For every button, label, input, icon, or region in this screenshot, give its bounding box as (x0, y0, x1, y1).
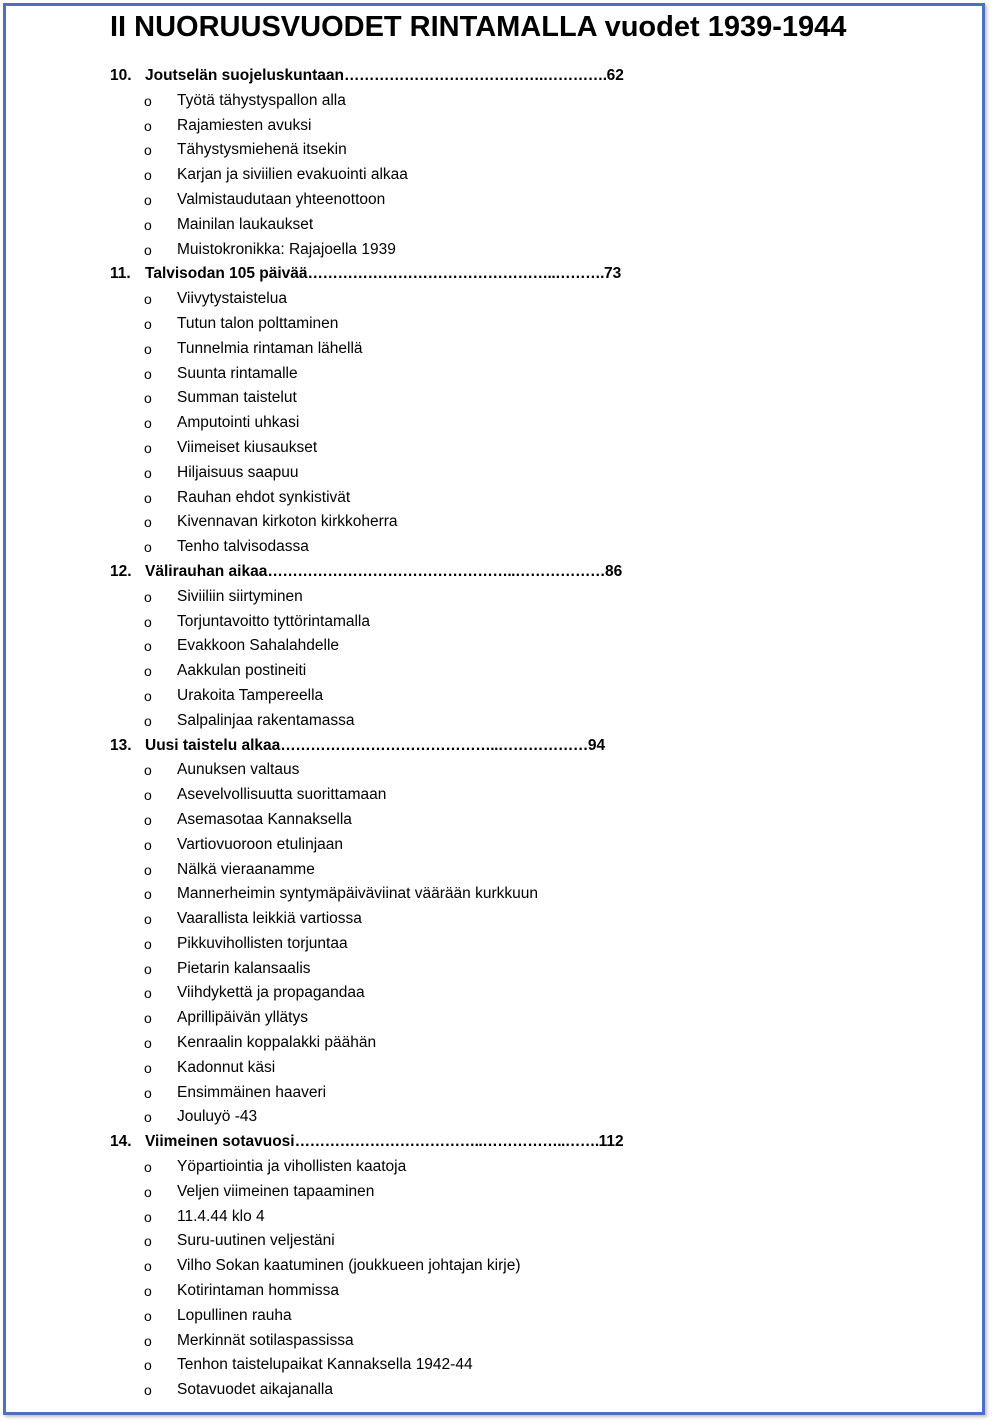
bullet-icon: o (144, 1357, 152, 1374)
bullet-icon: o (144, 836, 152, 853)
list-item (110, 1205, 670, 1230)
chapter-heading (110, 64, 670, 89)
chapter-heading (110, 560, 670, 585)
table-of-contents (110, 64, 670, 1403)
bullet-icon: o (144, 960, 152, 977)
bullet-icon: o (144, 1035, 152, 1052)
bullet-icon: o (144, 365, 152, 382)
bullet-icon: o (144, 638, 152, 655)
bullet-icon: o (144, 92, 152, 109)
bullet-icon: o (144, 1010, 152, 1027)
list-item-label: Vaarallista leikkiä vartiossa (177, 910, 362, 928)
page-number: 62 (606, 67, 624, 84)
chapter-number: 12. (110, 562, 132, 580)
list-item (110, 1229, 670, 1254)
bullet-icon: o (144, 390, 152, 407)
list-item-label: Nälkä vieraanamme (177, 860, 315, 878)
list-item (110, 1329, 670, 1354)
dot-leader: …………………………………………..………. (307, 265, 604, 283)
list-item (110, 783, 670, 808)
list-item-label: Suru-uutinen veljestäni (177, 1232, 335, 1250)
list-item (110, 758, 670, 783)
list-item (110, 1155, 670, 1180)
list-item-label: Asemasotaa Kannaksella (177, 810, 352, 828)
bullet-icon: o (144, 1332, 152, 1349)
bullet-icon: o (144, 315, 152, 332)
chapter-heading (110, 734, 670, 759)
list-item (110, 1056, 670, 1081)
list-item (110, 1180, 670, 1205)
list-item-label: Viimeiset kiusaukset (177, 438, 318, 456)
list-item-label: Asevelvollisuutta suorittamaan (177, 786, 387, 804)
part-title: II NUORUUSVUODET RINTAMALLA vuodet 1939-1944 (110, 11, 847, 43)
list-item-label: Yöpartiointia ja vihollisten kaatoja (177, 1158, 407, 1176)
list-item (110, 1081, 670, 1106)
list-item (110, 610, 670, 635)
list-item-label: Valmistaudutaan yhteenottoon (177, 190, 386, 208)
list-item-label: Tunnelmia rintaman lähellä (177, 339, 363, 357)
chapter-heading (110, 262, 670, 287)
chapter-number: 14. (110, 1133, 132, 1151)
list-item (110, 535, 670, 560)
bullet-icon: o (144, 687, 152, 704)
list-item-label: Aprillipäivän yllätys (177, 1009, 308, 1027)
list-item-label: Suunta rintamalle (177, 364, 298, 382)
list-item-label: Kadonnut käsi (177, 1058, 276, 1076)
bullet-icon: o (144, 489, 152, 506)
bullet-icon: o (144, 1283, 152, 1300)
list-item-label: Ensimmäinen haaveri (177, 1083, 327, 1101)
bullet-icon: o (144, 415, 152, 432)
list-item-label: Kotirintaman hommissa (177, 1282, 339, 1300)
bullet-icon: o (144, 142, 152, 159)
bullet-icon: o (144, 1109, 152, 1126)
page-number: 112 (598, 1133, 624, 1151)
list-item (110, 585, 670, 610)
list-item-label: Kivennavan kirkoton kirkkoherra (177, 513, 398, 531)
list-item-label: Veljen viimeinen tapaaminen (177, 1182, 375, 1200)
list-item (110, 461, 670, 486)
list-item (110, 510, 670, 535)
bullet-icon: o (144, 191, 152, 208)
bullet-icon: o (144, 1183, 152, 1200)
list-item-label: 11.4.44 klo 4 (177, 1207, 265, 1225)
list-item-label: Rajamiesten avuksi (177, 116, 312, 134)
bullet-icon: o (144, 861, 152, 878)
bullet-icon: o (144, 291, 152, 308)
list-item-label: Evakkoon Sahalahdelle (177, 637, 340, 655)
bullet-icon: o (144, 167, 152, 184)
list-item-label: Tutun talon polttaminen (177, 314, 339, 332)
chapter-number: 13. (110, 736, 132, 754)
list-item-label: Aunuksen valtaus (177, 761, 300, 779)
bullet-icon: o (144, 787, 152, 804)
list-item-label: Summan taistelut (177, 389, 297, 407)
list-item (110, 138, 670, 163)
list-item-label: Viihdykettä ja propagandaa (177, 984, 365, 1002)
bullet-icon: o (144, 1233, 152, 1250)
list-item (110, 1254, 670, 1279)
list-item-label: Rauhan ehdot synkistivät (177, 488, 351, 506)
list-item-label: Merkinnät sotilaspassissa (177, 1331, 354, 1349)
bullet-icon: o (144, 1208, 152, 1225)
bullet-icon: o (144, 1258, 152, 1275)
dot-leader: ……………………………………..……………… (280, 736, 588, 754)
list-item (110, 337, 670, 362)
bullet-icon: o (144, 613, 152, 630)
bullet-icon: o (144, 935, 152, 952)
list-item-label: Työtä tähystyspallon alla (177, 91, 346, 109)
list-item-label: Salpalinjaa rakentamassa (177, 711, 355, 729)
dot-leader: ………………………………….…………. (343, 67, 607, 84)
list-item (110, 1304, 670, 1329)
chapter-number: 11. (110, 265, 131, 283)
list-item-label: Tenho talvisodassa (177, 538, 309, 556)
bullet-icon: o (144, 216, 152, 233)
list-item (110, 981, 670, 1006)
list-item (110, 907, 670, 932)
list-item-label: Lopullinen rauha (177, 1306, 292, 1324)
list-item (110, 238, 670, 263)
bullet-icon: o (144, 340, 152, 357)
list-item (110, 312, 670, 337)
list-item-label: Kenraalin koppalakki päähän (177, 1034, 377, 1052)
list-item (110, 1279, 670, 1304)
bullet-icon: o (144, 663, 152, 680)
list-item (110, 411, 670, 436)
list-item (110, 486, 670, 511)
list-item (110, 684, 670, 709)
bullet-icon: o (144, 911, 152, 928)
bullet-icon: o (144, 464, 152, 481)
list-item-label: Mainilan laukaukset (177, 215, 314, 233)
list-item-label: Vilho Sokan kaatuminen (joukkueen johtajan kirje) (177, 1257, 521, 1275)
list-item-label: Muistokronikka: Rajajoella 1939 (177, 240, 396, 258)
chapter-title: Talvisodan 105 päivää (145, 265, 308, 283)
list-item (110, 808, 670, 833)
dot-leader: …………………………………………..……………… (267, 562, 605, 580)
bullet-icon: o (144, 241, 152, 258)
bullet-icon: o (144, 588, 152, 605)
page-number: 86 (604, 562, 623, 580)
bullet-icon: o (144, 1084, 152, 1101)
list-item (110, 163, 670, 188)
list-item (110, 287, 670, 312)
bullet-icon: o (144, 1059, 152, 1076)
bullet-icon: o (144, 1382, 152, 1399)
list-item (110, 213, 670, 238)
list-item (110, 386, 670, 411)
list-item-label: Aakkulan postineiti (177, 662, 307, 680)
bullet-icon: o (144, 811, 152, 828)
list-item-label: Mannerheimin syntymäpäiväviinat väärään kurkkuun (177, 885, 538, 903)
list-item-label: Urakoita Tampereella (177, 686, 324, 704)
list-item (110, 436, 670, 461)
bullet-icon: o (144, 539, 152, 556)
bullet-icon: o (144, 117, 152, 134)
list-item (110, 659, 670, 684)
list-item-label: Sotavuodet aikajanalla (177, 1381, 333, 1399)
chapter-title: Uusi taistelu alkaa (145, 736, 281, 754)
list-item (110, 362, 670, 387)
page-number: 73 (603, 265, 622, 283)
list-item-label: Karjan ja siviilien evakuointi alkaa (177, 166, 408, 184)
list-item (110, 932, 670, 957)
list-item-label: Amputointi uhkasi (177, 414, 300, 432)
bullet-icon: o (144, 1159, 152, 1176)
chapter-heading (110, 1130, 670, 1155)
bullet-icon: o (144, 762, 152, 779)
list-item-label: Pietarin kalansaalis (177, 959, 311, 977)
bullet-icon: o (144, 712, 152, 729)
list-item-label: Siviiliin siirtyminen (177, 587, 303, 605)
list-item (110, 1353, 670, 1378)
list-item-label: Vartiovuoroon etulinjaan (177, 835, 344, 853)
list-item (110, 833, 670, 858)
bullet-icon: o (144, 439, 152, 456)
list-item (110, 188, 670, 213)
list-item (110, 89, 670, 114)
list-item (110, 882, 670, 907)
list-item (110, 1105, 670, 1130)
list-item (110, 858, 670, 883)
list-item (110, 114, 670, 139)
page-number: 94 (587, 736, 606, 754)
list-item-label: Pikkuvihollisten torjuntaa (177, 934, 348, 952)
list-item-label: Hiljaisuus saapuu (177, 463, 299, 481)
list-item-label: Tähystysmiehenä itsekin (177, 141, 347, 159)
list-item-label: Jouluyö -43 (177, 1108, 258, 1126)
list-item (110, 1031, 670, 1056)
list-item-label: Tenhon taistelupaikat Kannaksella 1942-44 (177, 1356, 473, 1374)
list-item (110, 634, 670, 659)
dot-leader: ………………………………..……………..……. (294, 1133, 599, 1151)
list-item (110, 1378, 670, 1403)
list-item-label: Torjuntavoitto tyttörintamalla (177, 612, 370, 630)
list-item (110, 709, 670, 734)
chapter-title: Välirauhan aikaa (145, 562, 268, 580)
bullet-icon: o (144, 985, 152, 1002)
bullet-icon: o (144, 886, 152, 903)
chapter-title: Viimeinen sotavuosi (145, 1133, 295, 1151)
list-item (110, 957, 670, 982)
bullet-icon: o (144, 1307, 152, 1324)
list-item-label: Viivytystaistelua (177, 290, 287, 308)
chapter-title: Joutselän suojeluskuntaan (145, 67, 344, 84)
list-item (110, 1006, 670, 1031)
chapter-number: 10. (110, 67, 132, 84)
bullet-icon: o (144, 514, 152, 531)
